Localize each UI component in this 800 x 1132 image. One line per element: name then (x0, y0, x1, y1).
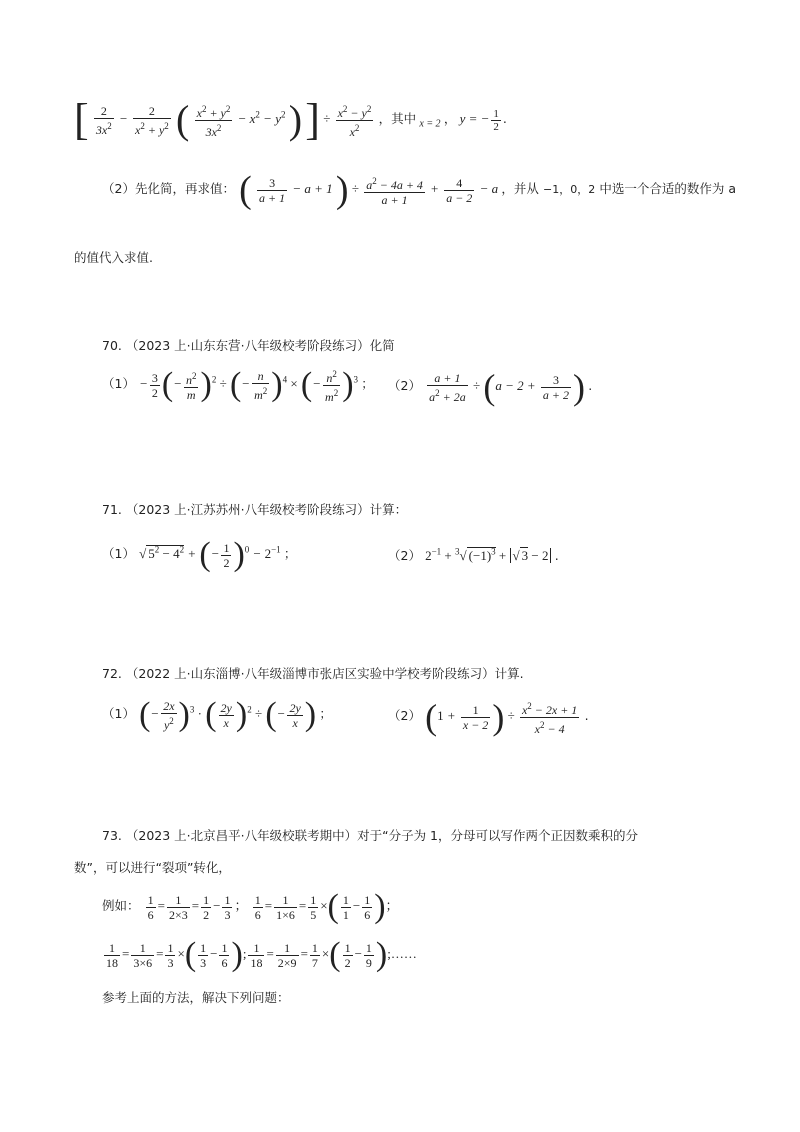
expression-q69-part2: ( $\frac{3}{a + 1}$ − a + 1 ) ÷ $\frac{a^2 - 4a + 4}{a + 1}$ + $\frac{4}{a - 2}$ − a (239, 169, 502, 211)
q70-heading (102, 336, 395, 354)
q73-source: （2023 上·北京昌平·八年级校联考期中）对于“分子为 1，分母可以写作两个正因数乘积的分 (125, 828, 639, 843)
separator: ， (443, 110, 457, 126)
expression-q73-example1: $\frac{1}{6}$ = $\frac{1}{2\times 3}$ = $\frac{1}{2}$ − $\frac{1}{3}$ ； $\frac{1}{6}$ = $\frac{1}{1\times 6}$ = $\frac{1}{5}$ ×( $\frac{1}{1}$ − $\frac{1}{6}$ )； (147, 888, 399, 925)
expression-q72-part2: (1 + $\frac{1}{x - 2}$ ) ÷ $\frac{x^2 - 2x + 1}{x^2 - 4}$ (425, 697, 578, 737)
expression-q69-part1: [ $\frac{2}{3x^2}$ − $\frac{2}{x^2 + y^2}$ ( $\frac{x^2 + y^2}{3x^2}$ − $x^2 - y^2$ ) ] ÷ $\frac{x^2 - y^2}{x^2}$ ，其中 $_{x = 2}$ ， y = − $\frac{1}{2}$ . (74, 95, 507, 144)
q72-p1-end: ； (319, 705, 332, 721)
q70-source: （2023 上·山东东营·八年级校考阶段练习）化简 (125, 338, 395, 353)
expression-q71-part2: $2^{-1} + ^3√$ $(-1)^3$ + √ 3 − 2 (425, 548, 555, 563)
expression-q70-part2: $\frac{a + 1}{a^2 + 2a}$ ÷ (a − 2 + $\frac{3}{a + 2}$ ) (429, 367, 585, 407)
q70-part2 (388, 366, 592, 408)
q73-line2: 数”，可以进行“裂项”转化， (74, 860, 231, 875)
q71-heading (102, 500, 407, 518)
q71-part2 (388, 546, 559, 564)
q72-part1 (102, 696, 332, 734)
q73-examples-line1 (102, 888, 399, 926)
expression-q72-part1: (− $\frac{2x}{y^2}$ )$^3$ · ( $\frac{2y}{x}$ )$^2$ ÷ (− $\frac{2y}{x}$ ) (139, 696, 317, 733)
q71-p1-end: ； (283, 545, 297, 561)
q70-p2-label: （2） (388, 377, 421, 393)
where-text: ，其中 (378, 110, 417, 126)
q69-tail2: 中选一个合适的数作为 a (599, 180, 736, 196)
q71-part1 (102, 536, 296, 574)
q69-part2-label: （2）先化简，再求值： (102, 180, 235, 196)
period: . (502, 110, 507, 126)
q70-number: 70. (102, 338, 122, 353)
q73-closing: 参考上面的方法，解决下列问题： (102, 990, 290, 1005)
q71-p1-label: （1） (102, 545, 135, 561)
x-condition: x = 2 (419, 118, 441, 130)
q71-number: 71. (102, 502, 122, 517)
q73-example-label: 例如： (102, 897, 140, 913)
q69-part2 (102, 169, 736, 211)
q70-part1 (102, 366, 374, 404)
q72-p1-label: （1） (102, 705, 135, 721)
q70-p1-end: ； (361, 375, 374, 391)
q70-p2-end: . (588, 377, 593, 393)
q73-number: 73. (102, 828, 122, 843)
q73-heading (102, 826, 638, 844)
q72-heading (102, 664, 524, 682)
q72-p2-label: （2） (388, 707, 421, 723)
q73-examples-line2 (102, 936, 417, 974)
ellipsis: …… (390, 945, 417, 961)
q70-p1-label: （1） (102, 375, 135, 391)
q69-tail: ，并从 (501, 180, 539, 196)
q69-line2: 的值代入求值. (74, 250, 153, 265)
q72-source: （2022 上·山东淄博·八年级淄博市张店区实验中学校考阶段练习）计算. (125, 666, 524, 681)
q69-choices: −1，0，2 (543, 182, 596, 196)
expression-q71-part1: √ $5^2 - 4^2$ + (− $\frac{1}{2}$ )$^0 - 2^{-1}$ (139, 536, 281, 573)
q71-source: （2023 上·江苏苏州·八年级校考阶段练习）计算： (125, 502, 408, 517)
q71-p2-end: . (554, 548, 559, 563)
q72-part2 (388, 696, 589, 738)
expression-q70-part1: − $\frac{3}{2}$ (− $\frac{n^2}{m}$ )$^2$ ÷ (− $\frac{n}{m^2}$ )$^4$ × (− $\frac{n^2}{m^2}$ )$^3$ (139, 366, 359, 404)
y-condition: y = − $\frac{1}{2}$ (459, 107, 499, 133)
q71-p2-label: （2） (388, 548, 421, 563)
q72-number: 72. (102, 666, 122, 681)
expression-q73-example2: $\frac{1}{18}$ = $\frac{1}{3\times 6}$ = $\frac{1}{3}$ ×( $\frac{1}{3}$ − $\frac{1}{6}$ ); $\frac{1}{18}$ = $\frac{1}{2\times 9}$ = $\frac{1}{7}$ ×( $\frac{1}{2}$ − $\frac{1}{9}$ );…… (106, 936, 417, 973)
q72-p2-end: . (584, 707, 589, 723)
